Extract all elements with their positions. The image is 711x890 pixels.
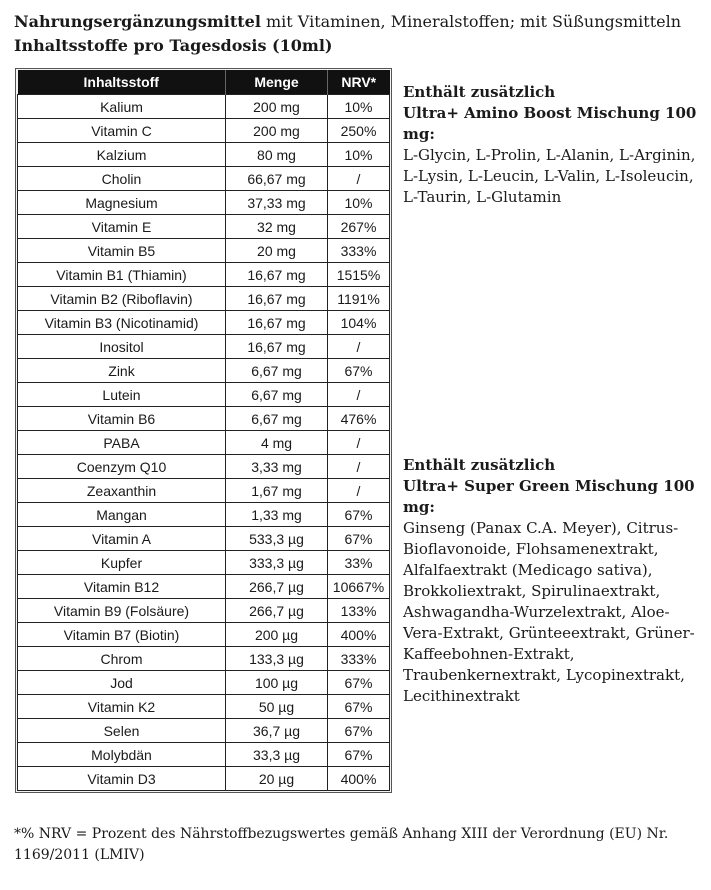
cell-nrv: / [328,335,390,359]
cell-ingredient: Vitamin B12 [18,575,226,599]
cell-nrv: 67% [328,503,390,527]
cell-nrv: 476% [328,407,390,431]
cell-nrv: 104% [328,311,390,335]
cell-ingredient: Lutein [18,383,226,407]
table-body [18,95,390,791]
product-description: mit Vitaminen, Mineralstoffen; mit Süßungsmitteln [260,12,682,31]
cell-amount: 16,67 mg [226,311,328,335]
amino-ingredients: L-Glycin, L-Prolin, L-Alanin, L-Arginin, L-Lysin, L-Leucin, L-Valin, L-Isoleucin, L-Taurin, L-Glutamin [403,146,696,206]
table-row [18,431,390,455]
amino-boost-section [403,82,703,208]
cell-nrv: 67% [328,671,390,695]
table-row [18,191,390,215]
cell-amount: 266,7 µg [226,599,328,623]
cell-nrv: / [328,383,390,407]
table-row [18,167,390,191]
cell-nrv: 1191% [328,287,390,311]
cell-amount: 36,7 µg [226,719,328,743]
cell-amount: 533,3 µg [226,527,328,551]
table-row [18,503,390,527]
cell-nrv: 1515% [328,263,390,287]
cell-ingredient: Kalium [18,95,226,119]
cell-ingredient: Chrom [18,647,226,671]
table-row [18,719,390,743]
cell-amount: 16,67 mg [226,335,328,359]
header-amount: Menge [226,70,328,95]
cell-ingredient: Zeaxanthin [18,479,226,503]
cell-ingredient: Cholin [18,167,226,191]
table-row [18,527,390,551]
cell-nrv: 333% [328,647,390,671]
cell-amount: 80 mg [226,143,328,167]
cell-ingredient: Magnesium [18,191,226,215]
cell-nrv: 67% [328,719,390,743]
table-row [18,767,390,791]
table-row [18,311,390,335]
table-row [18,551,390,575]
table-row [18,575,390,599]
cell-ingredient: Vitamin C [18,119,226,143]
table-row [18,599,390,623]
cell-nrv: 67% [328,359,390,383]
green-ingredients: Ginseng (Panax C.A. Meyer), Citrus-Bioflavonoide, Flohsamenextrakt, Alfalfaextrakt (Medicago sativa), Brokkoliextrakt, Spirulinaextrakt, Ashwagandha-Wurzelextrakt, Aloe-Vera-Extrakt, Grünteeextrakt, Grüner-Kaffeebohnen-Extrakt, Traubenkernextrakt, Lycopinextrakt, Lecithinextrakt [403,519,695,705]
cell-amount: 32 mg [226,215,328,239]
cell-amount: 333,3 µg [226,551,328,575]
super-green-section [403,455,703,707]
cell-ingredient: Zink [18,359,226,383]
cell-amount: 20 mg [226,239,328,263]
cell-nrv: 67% [328,743,390,767]
cell-ingredient: Kupfer [18,551,226,575]
cell-amount: 20 µg [226,767,328,791]
table-row [18,647,390,671]
cell-nrv: 10% [328,191,390,215]
table-row [18,671,390,695]
cell-amount: 4 mg [226,431,328,455]
table-row [18,743,390,767]
cell-nrv: 250% [328,119,390,143]
green-subtitle: Ultra+ Super Green Mischung 100 mg: [403,477,695,516]
table-row [18,623,390,647]
amino-subtitle: Ultra+ Amino Boost Mischung 100 mg: [403,104,697,143]
nutrient-table-frame [15,68,392,793]
amino-title: Enthält zusätzlich [403,83,556,101]
cell-amount: 133,3 µg [226,647,328,671]
cell-amount: 3,33 mg [226,455,328,479]
cell-amount: 200 mg [226,95,328,119]
cell-nrv: 10% [328,143,390,167]
cell-amount: 66,67 mg [226,167,328,191]
cell-amount: 50 µg [226,695,328,719]
cell-ingredient: Mangan [18,503,226,527]
table-header-row [18,70,390,95]
cell-ingredient: Vitamin B3 (Nicotinamid) [18,311,226,335]
table-row [18,215,390,239]
cell-amount: 37,33 mg [226,191,328,215]
cell-ingredient: Vitamin B2 (Riboflavin) [18,287,226,311]
cell-amount: 100 µg [226,671,328,695]
cell-nrv: 67% [328,527,390,551]
cell-ingredient: Selen [18,719,226,743]
cell-ingredient: Vitamin B5 [18,239,226,263]
cell-nrv: 10% [328,95,390,119]
cell-nrv: 133% [328,599,390,623]
cell-ingredient: Vitamin D3 [18,767,226,791]
cell-amount: 16,67 mg [226,263,328,287]
cell-amount: 200 µg [226,623,328,647]
cell-nrv: / [328,167,390,191]
table-row [18,143,390,167]
cell-ingredient: Vitamin B1 (Thiamin) [18,263,226,287]
table-row [18,119,390,143]
cell-amount: 1,33 mg [226,503,328,527]
heading-line-1 [14,10,704,34]
nrv-footnote: *% NRV = Prozent des Nährstoffbezugswertes gemäß Anhang XIII der Verordnung (EU) Nr. 1169/2011 (LMIV) [14,826,669,863]
cell-nrv: 10667% [328,575,390,599]
cell-nrv: 400% [328,623,390,647]
document-heading [14,10,704,58]
table-row [18,407,390,431]
cell-amount: 33,3 µg [226,743,328,767]
cell-amount: 6,67 mg [226,407,328,431]
header-nrv: NRV* [328,70,390,95]
product-category: Nahrungsergänzungsmittel [14,12,261,31]
cell-ingredient: Vitamin K2 [18,695,226,719]
cell-ingredient: PABA [18,431,226,455]
cell-ingredient: Vitamin B9 (Folsäure) [18,599,226,623]
table-row [18,383,390,407]
cell-amount: 1,67 mg [226,479,328,503]
cell-nrv: 67% [328,695,390,719]
table-caption: Inhaltsstoffe pro Tagesdosis (10ml) [14,36,333,55]
cell-nrv: / [328,431,390,455]
cell-nrv: 400% [328,767,390,791]
cell-nrv: / [328,479,390,503]
cell-ingredient: Vitamin B7 (Biotin) [18,623,226,647]
cell-amount: 16,67 mg [226,287,328,311]
table-row [18,287,390,311]
cell-ingredient: Vitamin B6 [18,407,226,431]
cell-ingredient: Coenzym Q10 [18,455,226,479]
cell-ingredient: Inositol [18,335,226,359]
table-row [18,359,390,383]
table-row [18,95,390,119]
table-row [18,479,390,503]
cell-amount: 266,7 µg [226,575,328,599]
table-row [18,335,390,359]
green-title: Enthält zusätzlich [403,456,556,474]
cell-amount: 200 mg [226,119,328,143]
cell-nrv: / [328,455,390,479]
table-row [18,695,390,719]
cell-amount: 6,67 mg [226,359,328,383]
cell-nrv: 333% [328,239,390,263]
table-row [18,263,390,287]
nutrient-table [17,70,390,791]
table-row [18,239,390,263]
table-row [18,455,390,479]
cell-ingredient: Kalzium [18,143,226,167]
cell-amount: 6,67 mg [226,383,328,407]
header-ingredient: Inhaltsstoff [18,70,226,95]
cell-nrv: 267% [328,215,390,239]
cell-ingredient: Vitamin E [18,215,226,239]
cell-ingredient: Jod [18,671,226,695]
cell-ingredient: Molybdän [18,743,226,767]
cell-ingredient: Vitamin A [18,527,226,551]
cell-nrv: 33% [328,551,390,575]
heading-line-2 [14,34,704,58]
